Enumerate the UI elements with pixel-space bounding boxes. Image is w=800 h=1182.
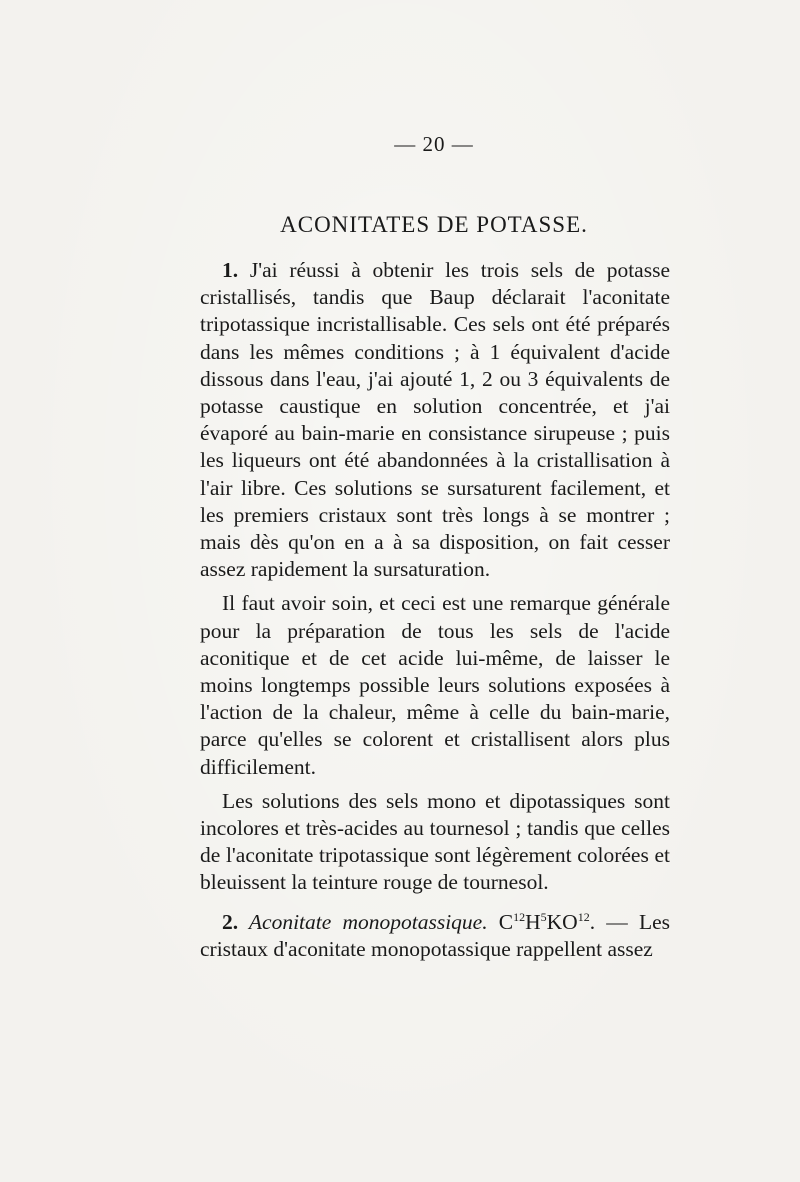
subsection-heading: Aconitate monopotassique.: [238, 909, 488, 934]
paragraph-number: 1.: [222, 258, 239, 282]
body-text: [200, 257, 670, 970]
paragraph-2: [200, 590, 670, 780]
paragraph-text: Les solutions des sels mono et dipotassiques sont incolores et très-acides au tournesol ; tandis que celles de l'aconitate tripotassique sont légèrement colorées et bleuissent la teinture rouge de tournesol.: [200, 788, 670, 895]
chemical-formula: $C^{12}H^5KO^{12}$.: [487, 909, 596, 934]
paragraph-4: [200, 904, 670, 963]
page-number: — 20 —: [394, 132, 474, 156]
paragraph-text: J'ai réussi à obtenir les trois sels de potasse cristallisés, tandis que Baup déclarait l'aconitate tripotassique incristallisable. Ces sels ont été préparés dans les mêmes conditions ; à 1 équivalent d'acide dissous dans l'eau, j'ai ajouté 1, 2 ou 3 équivalents de potasse caustique en solution concentrée, et j'ai évaporé au bain-marie en consistance sirupeuse ; puis les liqueurs ont été abandonnées à la cristallisation à l'air libre. Ces solutions se sursaturent facilement, et les premiers cristaux sont très longs à se montrer ; mais dès qu'on en a à sa disposition, on fait cesser assez rapidement la sursaturation.: [200, 258, 670, 582]
paragraph-1: [200, 257, 670, 583]
paragraph-number: 2.: [222, 909, 239, 934]
paragraph-3: [200, 788, 670, 897]
section-title: ACONITATES DE POTASSE.: [280, 212, 588, 237]
paragraph-text: Il faut avoir soin, et ceci est une remarque générale pour la préparation de tous les sels de l'acide aconitique et de cet acide lui-même, de laisser le moins longtemps possible leurs solutions exposées à l'action de la chaleur, même à celle du bain-marie, parce qu'elles se colorent et cristallisent alors plus difficilement.: [200, 591, 670, 779]
paragraph-text: — Les cristaux d'aconitate monopotassique rappellent assez: [200, 909, 670, 961]
